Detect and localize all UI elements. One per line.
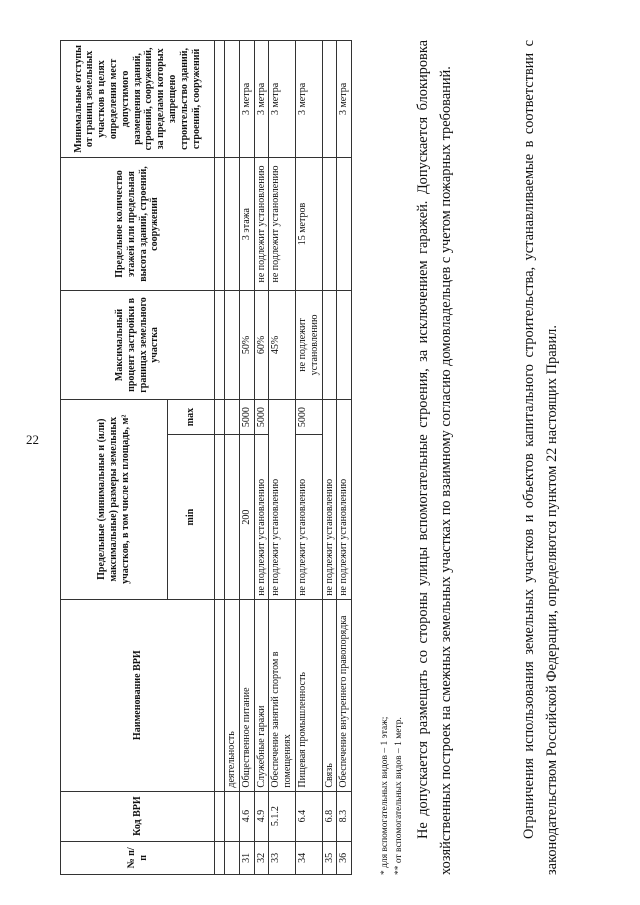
- row-setback: 3 метра: [269, 41, 296, 158]
- table-row: [269, 41, 296, 875]
- row-floors: 3 этажа: [239, 157, 254, 290]
- table-row: [322, 41, 337, 875]
- row-min-max: не подлежит установлению: [322, 399, 337, 599]
- row-floors: 15 метров: [295, 157, 322, 290]
- row-num: 34: [295, 841, 322, 874]
- paragraph-auxiliary-buildings: Не допускается размещать со стороны улицы вспомогательные строения, за исключением гаражей. Допускается блокировка хозяйственных построек на смежных земельных участках по взаимному согласию домовладельцев с учетом пожарных требований.: [415, 40, 455, 875]
- row-num: 33: [269, 841, 296, 874]
- header-min: min: [168, 435, 215, 599]
- row-min-max: не подлежит установлению: [337, 399, 352, 599]
- header-max: max: [168, 399, 215, 435]
- header-sizes: Предельные (минимальные и (или) максимальные) размеры земельных участков, в том числе их площадь, м²: [61, 399, 168, 599]
- header-num: № п/п: [61, 841, 215, 874]
- row-setback: 3 метра: [337, 41, 352, 158]
- row-min: 200: [239, 435, 254, 599]
- page-number: 22: [26, 432, 39, 447]
- row-percent: 60%: [254, 291, 269, 399]
- table-row: [254, 41, 269, 875]
- row-min-max: не подлежит установлению: [269, 399, 296, 599]
- row-percent: 50%: [239, 291, 254, 399]
- row-num: 31: [239, 841, 254, 874]
- row-name: Обеспечение внутреннего правопорядка: [337, 599, 352, 791]
- row-code: 6.4: [295, 791, 322, 841]
- row-code: 4.6: [239, 791, 254, 841]
- footnote-1: * для вспомогательных видов – 1 этаж;: [380, 716, 390, 875]
- row-num: 32: [254, 841, 269, 874]
- row-num: 36: [337, 841, 352, 874]
- row-max: 5000: [295, 399, 322, 435]
- row-max: 5000: [239, 399, 254, 435]
- row-min: не подлежит установлению: [254, 435, 269, 599]
- row-name: Обеспечение занятий спортом в помещениях: [269, 599, 296, 791]
- row-name: Служебные гаражи: [254, 599, 269, 791]
- header-code: Код ВРИ: [61, 791, 215, 841]
- row-min: не подлежит установлению: [295, 435, 322, 599]
- header-name: Наименование ВРИ: [61, 599, 215, 791]
- table-footnotes: [378, 40, 407, 875]
- row-code: 5.1.2: [269, 791, 296, 841]
- table-row: [337, 41, 352, 875]
- row-floors: не подлежит установлению: [254, 157, 269, 290]
- row-floors: не подлежит установлению: [269, 157, 296, 290]
- paragraph-restrictions: Ограничения использования земельных участков и объектов капитального строительства, устанавливаемые в соответствии с законодательством Российской Федерации, определяются пунктом 22 настоящих Правил.: [521, 40, 561, 875]
- header-floors: Предельное количество этажей или предельная высота зданий, строений, сооружений: [61, 157, 215, 290]
- row-percent: не подлежит установлению: [295, 291, 322, 399]
- row-setback: [322, 41, 337, 158]
- row-setback: 3 метра: [239, 41, 254, 158]
- header-setbacks: Минимальные отступы от границ земельных участков в целях определения мест допустимого размещения зданий, строений, сооружений, за пределами которых запрещено строительство зданий, строений, сооружений: [61, 41, 215, 158]
- land-use-table: [60, 40, 352, 875]
- row-name: Пищевая промышленность: [295, 599, 322, 791]
- column-number-row: [215, 41, 225, 875]
- row-max: 5000: [254, 399, 269, 435]
- table-row: [239, 41, 254, 875]
- rotated-page-content: [60, 40, 640, 875]
- row-setback: 3 метра: [295, 41, 322, 158]
- table-row: [295, 41, 322, 875]
- row-name: Общественное питание: [239, 599, 254, 791]
- header-percent: Максимальный процент застройки в границах земельного участка: [61, 291, 215, 399]
- row-code: 4.9: [254, 791, 269, 841]
- row-code: 8.3: [337, 791, 352, 841]
- row-setback: 3 метра: [254, 41, 269, 158]
- footnote-2: ** от вспомогательных видов – 1 метр.: [394, 717, 405, 875]
- continuation-text: деятельность: [225, 599, 240, 791]
- row-code: 6.8: [322, 791, 337, 841]
- table-row-continuation: [225, 41, 240, 875]
- row-num: 35: [322, 841, 337, 874]
- row-name: Связь: [322, 599, 337, 791]
- row-percent: 45%: [269, 291, 296, 399]
